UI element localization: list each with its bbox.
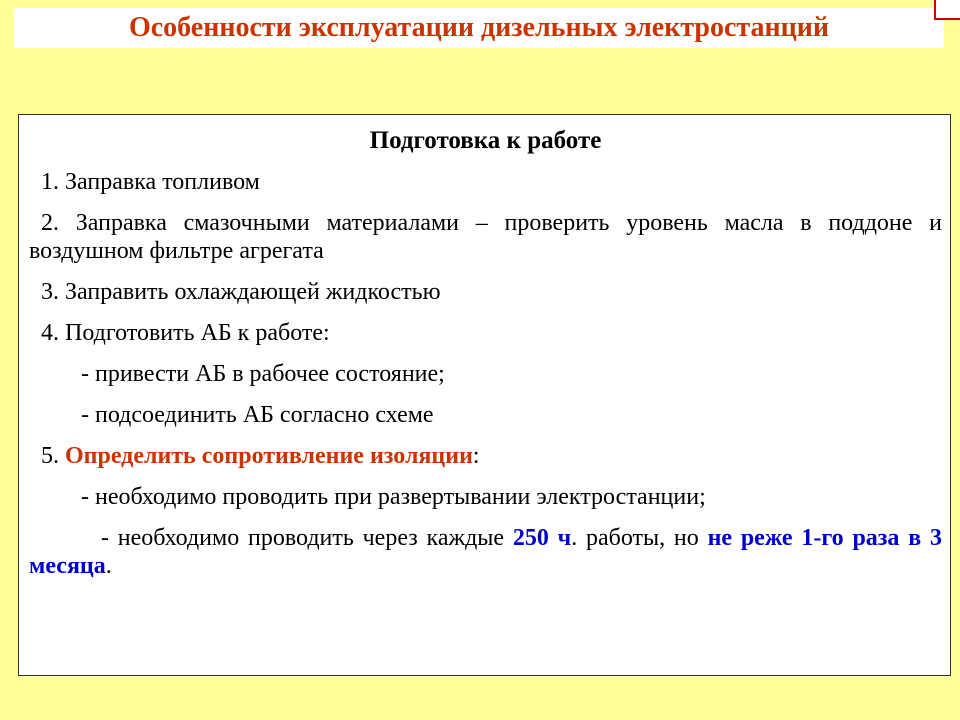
list-subitem-4b: - подсоединить АБ согласно схеме (81, 402, 434, 428)
insulation-highlight: Определить сопротивление изоляции (65, 443, 473, 469)
list-subitem-4a: - привести АБ в рабочее состояние; (81, 361, 445, 387)
title-bar (14, 8, 944, 48)
list-item-2 (29, 209, 942, 265)
page-title: Особенности эксплуатации дизельных электростанций (128, 12, 830, 43)
list-item-5-suffix: : (472, 443, 480, 469)
section-heading: Подготовка к работе (369, 127, 602, 154)
list-subitem-5b-part2: . работы, но (571, 525, 708, 551)
list-subitem-5b-part1: - необходимо проводить через каждые (101, 525, 513, 551)
list-item-5 (29, 442, 942, 470)
list-item-5-prefix: 5. (41, 443, 65, 469)
list-subitem-5a: - необходимо проводить при развертывании электростанции; (81, 484, 706, 510)
corner-mark (934, 0, 960, 20)
hours-highlight: 250 ч (512, 525, 572, 551)
list-item-2-text: 2. Заправка смазочными материалами – проверить уровень масла в поддоне и воздушном фильтре агрегата (29, 210, 942, 264)
list-subitem-5b (29, 524, 942, 580)
content-box (18, 114, 951, 676)
list-item-4: 4. Подготовить АБ к работе: (41, 320, 330, 346)
list-item-3: 3. Заправить охлаждающей жидкостью (41, 279, 441, 305)
list-item-1: 1. Заправка топливом (41, 169, 260, 195)
frequency-highlight: не реже 1-го раза в 3 месяца (29, 525, 942, 579)
list-subitem-5b-end: . (105, 553, 112, 579)
